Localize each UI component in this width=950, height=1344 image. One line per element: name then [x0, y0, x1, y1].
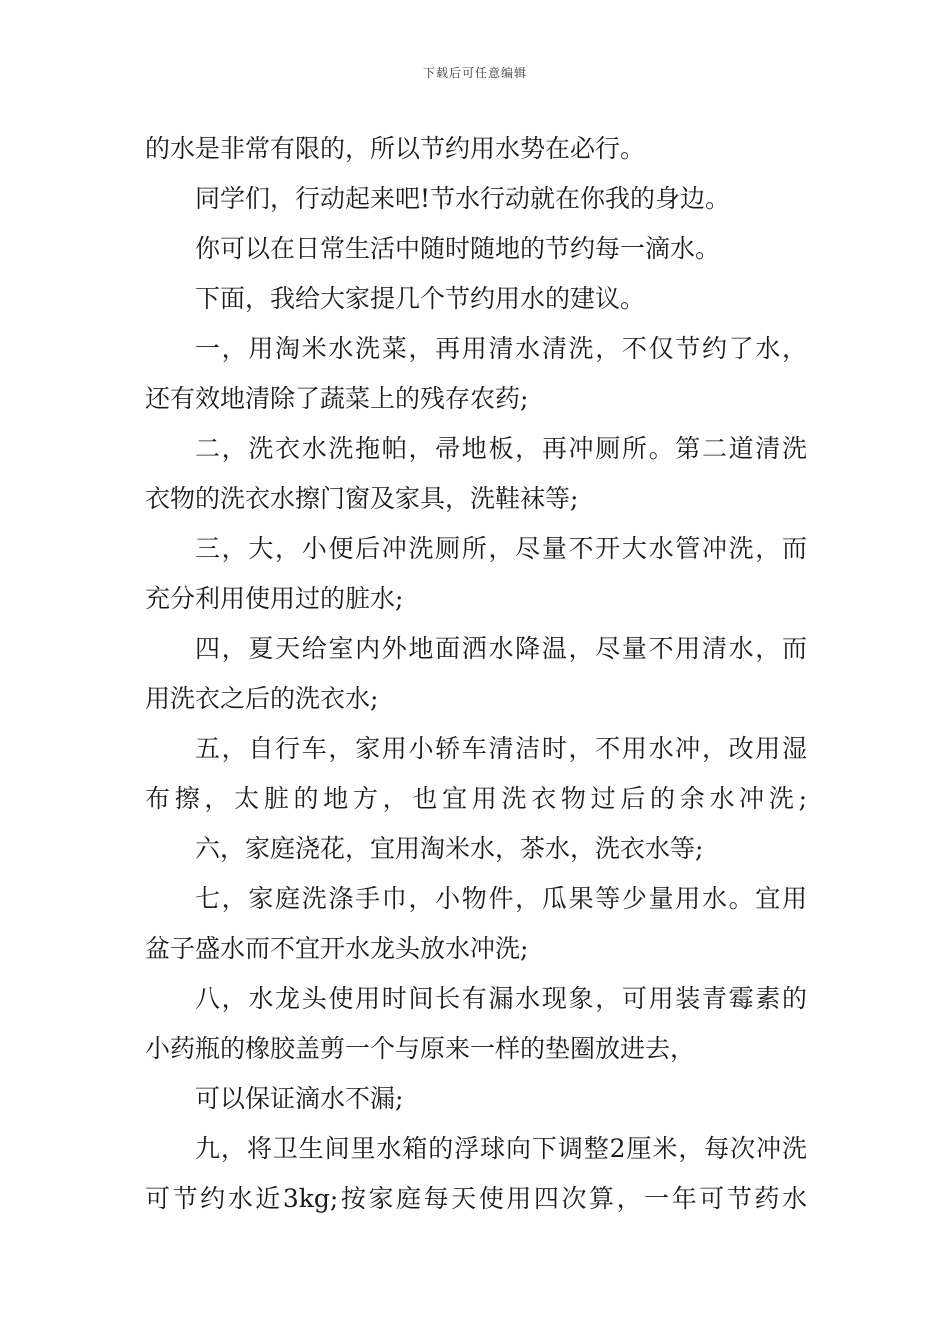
- text-line: 四，夏天给室内外地面洒水降温，尽量不用清水，而: [195, 634, 807, 663]
- text-line: 可节约水近3kg;按家庭每天使用四次算，一年可节药水: [145, 1184, 807, 1213]
- text-line: 布擦，太脏的地方，也宜用洗衣物过后的余水冲洗;: [145, 784, 807, 813]
- text-line: 一，用淘米水洗菜，再用清水清洗，不仅节约了水，: [195, 334, 807, 363]
- text-line: 二，洗衣水洗拖帕，帚地板，再冲厕所。第二道清洗: [195, 434, 807, 463]
- text-line: 还有效地清除了蔬菜上的残存农药;: [145, 384, 529, 413]
- text-line: 六，家庭浇花，宜用淘米水，茶水，洗衣水等;: [195, 834, 704, 863]
- text-line: 小药瓶的橡胶盖剪一个与原来一样的垫圈放进去，: [145, 1034, 696, 1063]
- text-line: 三，大，小便后冲洗厕所，尽量不开大水管冲洗，而: [195, 534, 807, 563]
- text-line: 同学们，行动起来吧!节水行动就在你我的身边。: [195, 184, 731, 213]
- text-line: 七，家庭洗涤手巾，小物件，瓜果等少量用水。宜用: [195, 884, 807, 913]
- text-line: 你可以在日常生活中随时随地的节约每一滴水。: [195, 234, 721, 263]
- text-line: 九，将卫生间里水箱的浮球向下调整2厘米，每次冲洗: [195, 1134, 807, 1163]
- body-text: [145, 124, 807, 1224]
- text-line: 的水是非常有限的，所以节约用水势在必行。: [145, 134, 646, 163]
- header-note: 下载后可任意编辑: [422, 66, 527, 80]
- text-line: 八，水龙头使用时间长有漏水现象，可用装青霉素的: [195, 984, 807, 1013]
- text-line: 衣物的洗衣水擦门窗及家具，洗鞋袜等;: [145, 484, 579, 513]
- text-line: 用洗衣之后的洗衣水;: [145, 684, 379, 713]
- text-line: 五，自行车，家用小轿车清洁时，不用水冲，改用湿: [195, 734, 807, 763]
- text-line: 可以保证滴水不漏;: [195, 1084, 404, 1113]
- text-line: 盆子盛水而不宜开水龙头放水冲洗;: [145, 934, 529, 963]
- text-line: 下面，我给大家提几个节约用水的建议。: [195, 284, 646, 313]
- text-line: 充分利用使用过的脏水;: [145, 584, 404, 613]
